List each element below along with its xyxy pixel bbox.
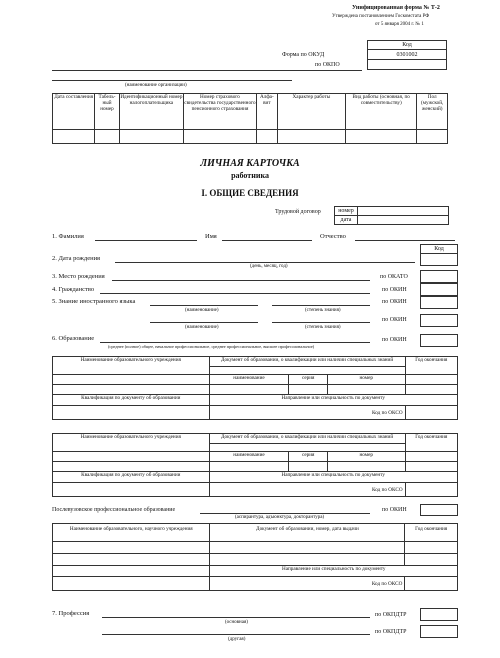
col-alphabet: Алфа-вит: [257, 94, 278, 130]
okud-value[interactable]: 0301002: [367, 49, 447, 60]
language-level-field-2[interactable]: [272, 322, 370, 323]
edu2-year-cell[interactable]: [405, 452, 457, 462]
language-label: 5. Знание иностранного языка: [52, 298, 136, 305]
edu1-okso-cell[interactable]: [405, 406, 457, 420]
postgrad-institution-cell[interactable]: [53, 542, 210, 554]
contract-date-label: дата: [334, 215, 358, 225]
cell-snils[interactable]: [183, 130, 256, 144]
edu2-doc-name: наименование: [209, 452, 289, 462]
cell-inn[interactable]: [119, 130, 183, 144]
education-table-2: [52, 433, 458, 497]
education-field[interactable]: [100, 342, 370, 343]
edu1-institution-cell-2[interactable]: [53, 385, 210, 395]
language-level-field[interactable]: [272, 305, 370, 306]
col-work-nature: Характер работы: [277, 94, 345, 130]
col-date: Дата составления: [53, 94, 95, 130]
approved-by: Утверждена постановлением Госкомстата РФ: [332, 14, 430, 19]
cell-work-type[interactable]: [346, 130, 417, 144]
edu2-qualification-cell[interactable]: [53, 483, 210, 497]
edu2-doc-number: номер: [327, 452, 405, 462]
education-caption: (среднее (полное) общее, начальное профессиональное, среднее профессиональное, высшее профессиональное): [108, 344, 315, 349]
postgrad-label: Послевузовское профессиональное образование: [52, 507, 176, 513]
birth-code-box[interactable]: [420, 253, 458, 266]
card-subtitle: работника: [231, 171, 269, 180]
section-title: I. ОБЩИЕ СВЕДЕНИЯ: [201, 188, 299, 198]
birth-caption: (день, месяц, год): [250, 264, 288, 269]
okin-label-4: по ОКИН: [382, 337, 407, 343]
okin-box-4[interactable]: [420, 334, 458, 347]
col-tab-number: Табель-ный номер: [95, 94, 120, 130]
okpo-label: по ОКПО: [315, 62, 340, 68]
profession-main-field[interactable]: [102, 617, 370, 618]
postgrad-left-cell[interactable]: [53, 566, 210, 577]
education-label: 6. Образование: [52, 335, 95, 342]
edu1-doc-series: серия: [289, 375, 327, 385]
postgrad-institution-header: Наименование образовательного, научного учреждения: [53, 524, 210, 542]
name-label: Имя: [205, 233, 217, 240]
cell-work-nature[interactable]: [277, 130, 345, 144]
edu1-doc-name: наименование: [209, 375, 289, 385]
code-col-header: Код: [420, 244, 458, 254]
lang-caption-2: (степень знания): [305, 308, 341, 313]
name-field[interactable]: [222, 240, 312, 241]
surname-field[interactable]: [95, 240, 197, 241]
lang-caption-1: (наименование): [185, 308, 219, 313]
postgrad-okin-label: по ОКИН: [382, 507, 407, 513]
birth-date-field[interactable]: [115, 262, 415, 263]
col-work-type: Вид работы (основная, по совместительству): [346, 94, 417, 130]
edu1-doc-number-cell[interactable]: [327, 385, 405, 395]
postgrad-okso-label: Код по ОКСО: [210, 577, 405, 591]
okpdtr-label-2: по ОКПДТР: [375, 629, 407, 635]
postgrad-document-header: Документ об образовании, номер, дата выдачи: [210, 524, 405, 542]
citizenship-field[interactable]: [100, 293, 370, 294]
okato-box[interactable]: [420, 270, 458, 283]
contract-number-label: номер: [334, 206, 358, 216]
lang-caption-3: (наименование): [185, 325, 219, 330]
top-table: [52, 93, 448, 144]
okpdtr-box-2[interactable]: [420, 625, 458, 638]
edu1-okso-label: Код по ОКСО: [209, 406, 405, 420]
approved-date: от 5 января 2004 г. № 1: [375, 22, 424, 27]
edu2-specialty-header: Направление или специальность по документу: [209, 472, 458, 483]
education-table-1: [52, 356, 458, 420]
cell-date[interactable]: [53, 130, 95, 144]
edu2-doc-name-cell[interactable]: [209, 462, 289, 472]
postgrad-document-cell[interactable]: [210, 542, 405, 554]
form-name: Унифицированная форма № Т-2: [352, 5, 440, 11]
postgrad-year-cell-2[interactable]: [405, 554, 458, 566]
edu1-qualification-header: Квалификация по документу об образовании: [53, 395, 210, 406]
edu1-qualification-cell[interactable]: [53, 406, 210, 420]
okin-label-2: по ОКИН: [382, 299, 407, 305]
code-header: Код: [367, 40, 447, 50]
edu2-doc-series: серия: [289, 452, 327, 462]
postgrad-okin-box[interactable]: [420, 504, 458, 516]
okin-box-3[interactable]: [420, 314, 458, 327]
okin-box-2[interactable]: [420, 296, 458, 309]
profession-caption-2: (другая): [228, 637, 246, 642]
postgrad-document-cell-2[interactable]: [210, 554, 405, 566]
edu2-document-header: Документ об образовании, о квалификации или наличии специальных знаний: [209, 434, 405, 444]
col-snils: Номер страхового свидетельства государственного пенсионного страхования: [183, 94, 256, 130]
edu1-year-header: Год окончания: [405, 357, 457, 375]
okato-label: по ОКАТО: [380, 274, 408, 280]
postgrad-table: [52, 523, 458, 591]
edu2-qualification-header: Квалификация по документу об образовании: [53, 472, 210, 483]
okud-label: Форма по ОКУД: [282, 52, 325, 58]
org-line[interactable]: [52, 70, 362, 71]
language-name-field[interactable]: [150, 305, 258, 306]
postgrad-okso-cell[interactable]: [405, 577, 458, 591]
postgrad-specialty-header: Направление или специальность по документу: [210, 566, 458, 577]
citizenship-label: 4. Гражданство: [52, 286, 95, 293]
postgrad-caption: (аспирантура, адъюнктура, докторантура): [235, 515, 325, 520]
edu2-okso-label: Код по ОКСО: [209, 483, 405, 497]
edu2-institution-cell-2[interactable]: [53, 462, 210, 472]
postgrad-left-cell-2[interactable]: [53, 577, 210, 591]
edu1-doc-name-cell[interactable]: [209, 385, 289, 395]
patronymic-label: Отчество: [320, 233, 346, 240]
profession-other-field[interactable]: [102, 634, 370, 635]
edu2-year-cell-2[interactable]: [405, 462, 457, 472]
card-title: ЛИЧНАЯ КАРТОЧКА: [200, 158, 300, 169]
language-name-field-2[interactable]: [150, 322, 258, 323]
edu1-institution-cell[interactable]: [53, 375, 210, 385]
edu1-doc-series-cell[interactable]: [289, 385, 327, 395]
postgrad-year-header: Год окончания: [405, 524, 458, 542]
okpdtr-box-1[interactable]: [420, 608, 458, 621]
postgrad-year-cell[interactable]: [405, 542, 458, 554]
edu1-year-cell-2[interactable]: [405, 385, 457, 395]
cell-gender[interactable]: [417, 130, 448, 144]
postgrad-institution-cell-2[interactable]: [53, 554, 210, 566]
edu1-doc-number: номер: [327, 375, 405, 385]
edu2-year-header: Год окончания: [405, 434, 457, 452]
birth-date-label: 2. Дата рождения: [52, 255, 101, 262]
patronymic-field[interactable]: [355, 240, 455, 241]
org-line-2[interactable]: [52, 80, 292, 81]
edu1-specialty-header: Направление или специальность по документу: [209, 395, 458, 406]
profession-caption-1: (основная): [225, 620, 248, 625]
postgrad-field[interactable]: [200, 513, 370, 514]
lang-caption-4: (степень знания): [305, 325, 341, 330]
surname-label: 1. Фамилия: [52, 233, 84, 240]
edu1-institution-header: Наименование образовательного учреждения: [53, 357, 210, 375]
col-inn: Идентификационный номер налогоплательщика: [119, 94, 183, 130]
okin-box-1[interactable]: [420, 283, 458, 296]
birth-place-label: 3. Место рождения: [52, 273, 105, 280]
edu1-document-header: Документ об образовании, о квалификации или наличии специальных знаний: [209, 357, 405, 367]
profession-label: 7. Профессия: [52, 610, 90, 617]
contract-label: Трудовой договор: [275, 209, 321, 215]
edu1-year-cell[interactable]: [405, 375, 457, 385]
edu2-doc-number-cell[interactable]: [327, 462, 405, 472]
edu2-institution-header: Наименование образовательного учреждения: [53, 434, 210, 452]
cell-alphabet[interactable]: [257, 130, 278, 144]
birth-place-field[interactable]: [112, 280, 370, 281]
okpdtr-label-1: по ОКПДТР: [375, 612, 407, 618]
okpo-field[interactable]: [367, 59, 447, 70]
edu2-doc-series-cell[interactable]: [289, 462, 327, 472]
col-gender: Пол (мужской, женский): [417, 94, 448, 130]
edu2-institution-cell[interactable]: [53, 452, 210, 462]
contract-date-field[interactable]: [357, 215, 449, 225]
okin-label-1: по ОКИН: [382, 287, 407, 293]
cell-tab-number[interactable]: [95, 130, 120, 144]
okin-label-3: по ОКИН: [382, 317, 407, 323]
edu2-okso-cell[interactable]: [405, 483, 457, 497]
org-caption: (наименование организации): [125, 83, 187, 88]
